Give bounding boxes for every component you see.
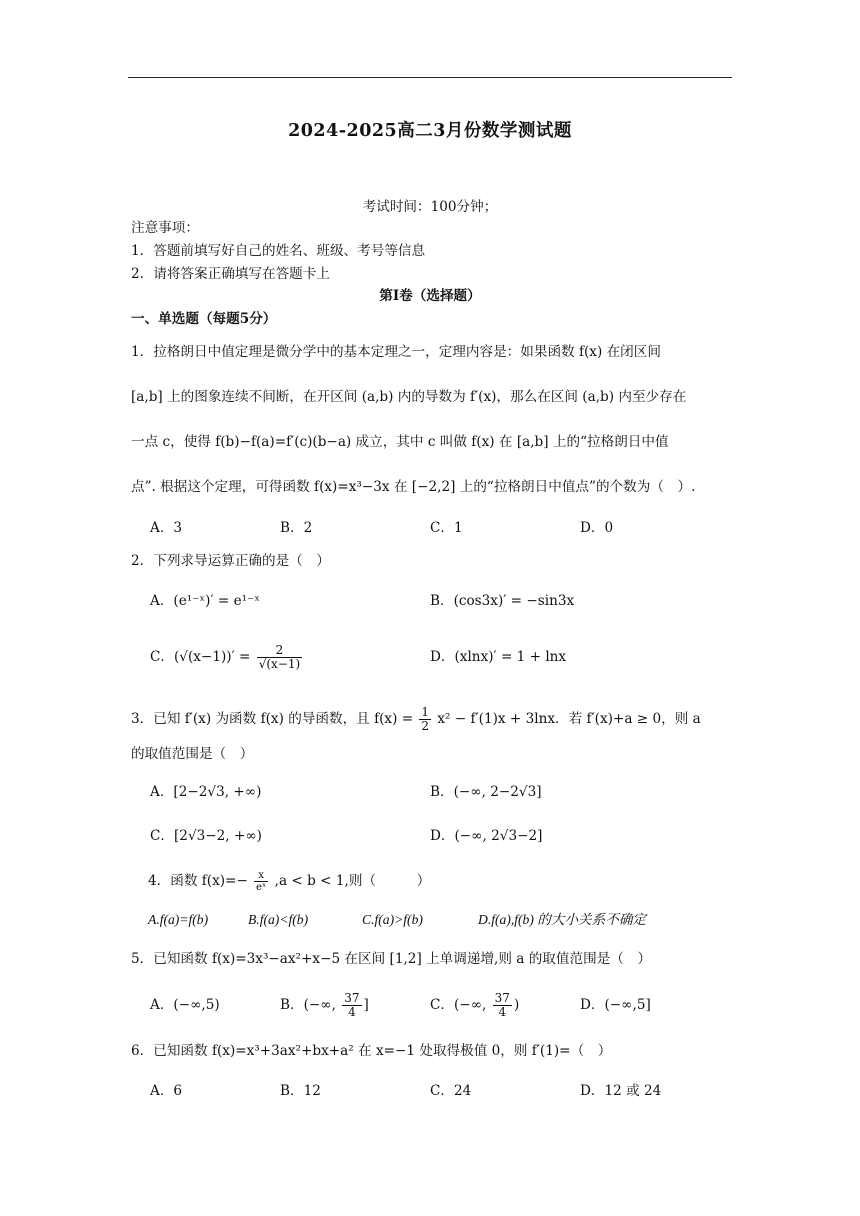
q1-line-4: 点”. 根据这个定理，可得函数 f(x)=x³−3x 在 [−2,2] 上的“拉格朗日中值点”的个数为（ ）. [131,479,696,495]
q1-option-d: D．0 [580,520,614,536]
q4-text-b: ,a < b < 1,则（ ） [274,873,431,889]
notice-heading: 注意事项： [131,220,199,236]
q2-option-c-label: C． [150,649,174,665]
q3-line-2: 的取值范围是（ ） [131,746,254,762]
q5-stem: 5．已知函数 f(x)=3x³−ax²+x−5 在区间 [1,2] 上单调递增,则 a 的取值范围是（ ） [131,951,652,967]
q5-option-b [280,986,369,1024]
q4-stem [148,864,430,898]
notice-item-2: 2．请将答案正确填写在答题卡上 [131,266,330,282]
q2-option-c [150,638,304,676]
q5-option-d: D．(−∞,5] [580,997,651,1013]
q4-option-a: A.f(a)=f(b) [148,912,209,927]
q1-option-b: B．2 [280,520,313,536]
q6-option-a: A．6 [150,1083,183,1099]
q2-option-c-expr: (√(x−1))′ = [174,649,251,665]
q4-denominator: eˣ [256,882,267,893]
q3-text-a: 3．已知 f′(x) 为函数 f(x) 的导函数，且 f(x) = [131,711,414,727]
q5-b-denominator: 4 [348,1005,356,1019]
q3-option-d: D．(−∞, 2√3−2] [430,828,543,844]
q2-stem: 2．下列求导运算正确的是（ ） [131,553,330,569]
q4-text-a: 4．函数 f(x)=− [148,873,248,889]
q6-option-d: D．12 或 24 [580,1083,662,1099]
q3-option-b: B．(−∞, 2−2√3] [430,784,542,800]
page-title: 2024-2025高二3月份数学测试题 [288,121,572,141]
header-rule [128,77,732,78]
q4-option-c: C.f(a)>f(b) [362,912,423,927]
q2-c-denominator: √(x−1) [258,657,301,671]
q6-stem: 6．已知函数 f(x)=x³+3ax²+bx+a² 在 x=−1 处取得极值 0，则 f′(1)=（ ） [131,1043,612,1059]
q5-b-prefix: B．(−∞, [280,997,336,1013]
q1-line-2: [a,b] 上的图象连续不间断，在开区间 (a,b) 内的导数为 f′(x)，那么在区间 (a,b) 内至少存在 [131,389,687,405]
q5-b-suffix: ] [363,997,369,1013]
q4-option-d: D.f(a),f(b) 的大小关系不确定 [478,912,647,927]
section-heading: 一、单选题（每题5分） [131,311,277,327]
q3-text-b: x² − f′(1)x + 3lnx．若 f′(x)+a ≥ 0，则 a [437,711,701,727]
q1-option-a: A．3 [150,520,183,536]
q1-line-3: 一点 c，使得 f(b)−f(a)=f′(c)(b−a) 成立，其中 c 叫做 f(x) 在 [a,b] 上的“拉格朗日中值 [131,434,669,450]
q2-option-d: D．(xlnx)′ = 1 + lnx [430,649,567,665]
q3-denominator: 2 [421,719,430,733]
q1-line-1: 1．拉格朗日中值定理是微分学中的基本定理之一，定理内容是：如果函数 f(x) 在闭区间 [131,344,661,360]
q3-line-1 [131,702,701,736]
q3-option-c: C．[2√3−2, +∞) [150,828,262,844]
q5-b-numerator: 37 [344,991,360,1005]
q4-fraction [254,870,268,893]
notice-item-1: 1．答题前填写好自己的姓名、班级、考号等信息 [131,243,426,259]
q5-c-fraction [493,992,512,1019]
q5-c-prefix: C．(−∞, [430,997,487,1013]
q4-numerator: x [254,870,268,882]
q5-option-c [430,986,519,1024]
q2-c-numerator: 2 [257,644,302,658]
q6-option-b: B．12 [280,1083,321,1099]
q5-option-a: A．(−∞,5) [150,997,220,1013]
q2-option-c-fraction [257,644,302,671]
q2-option-a: A．(e¹⁻ˣ)′ = e¹⁻ˣ [150,593,260,609]
q5-c-denominator: 4 [498,1005,507,1019]
q4-option-b: B.f(a)<f(b) [248,912,309,927]
volume-heading: 第I卷（选择题） [379,288,481,304]
q3-fraction [419,706,431,733]
q3-numerator: 1 [421,705,430,719]
q3-option-a: A．[2−2√3, +∞) [150,784,262,800]
q5-c-suffix: ) [513,997,520,1013]
exam-time: 考试时间：100分钟； [362,199,498,215]
q6-option-c: C．24 [430,1083,472,1099]
q2-option-b: B．(cos3x)′ = −sin3x [430,593,575,609]
q1-option-c: C．1 [430,520,463,536]
q5-c-numerator: 37 [494,991,510,1005]
q5-b-fraction [342,992,361,1019]
